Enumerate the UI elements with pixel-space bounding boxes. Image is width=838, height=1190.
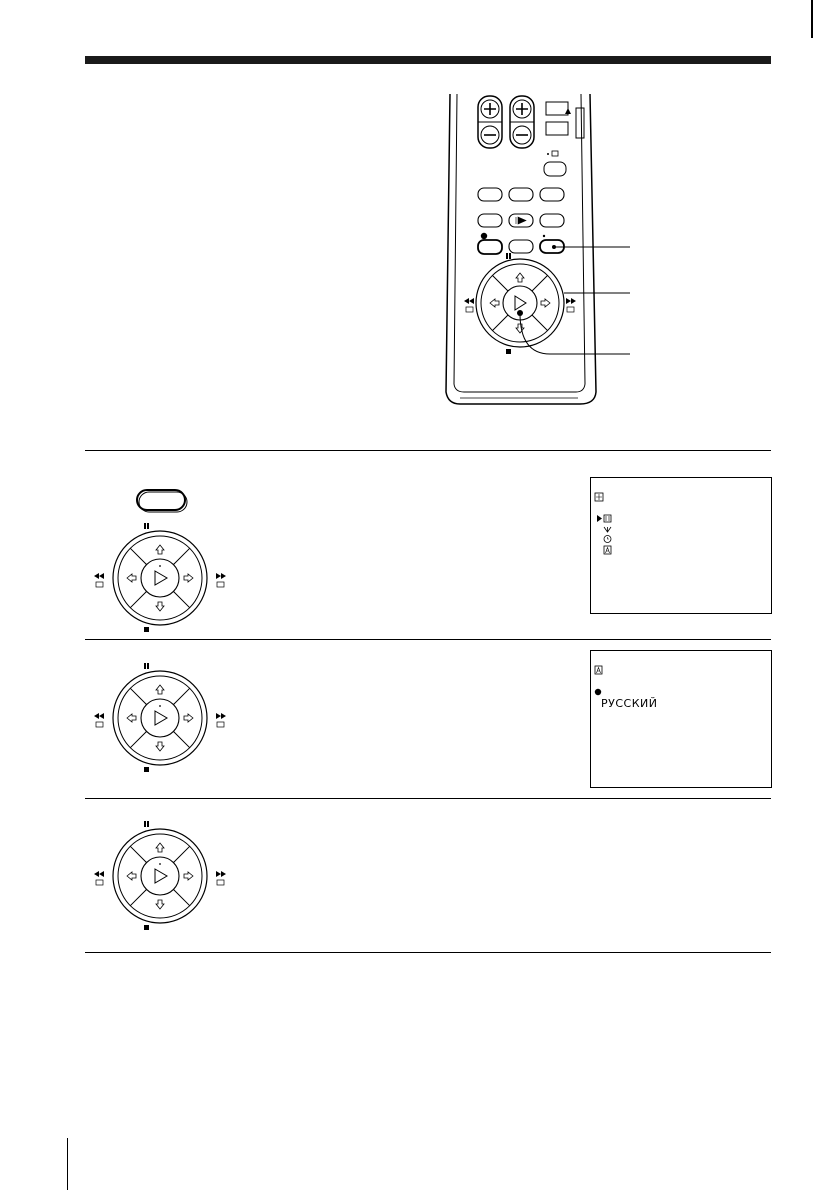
remote-control-illustration: [440, 92, 640, 412]
language-icon: [604, 546, 611, 554]
osd-menu-screen: [590, 477, 772, 614]
triangle-pointer-icon: [597, 515, 602, 522]
section-divider: [85, 952, 771, 953]
language-option: РУССКИЙ: [601, 697, 658, 710]
filled-dot-icon: [595, 689, 601, 695]
menu-button[interactable]: [135, 488, 189, 514]
volume-rocker-icon: [478, 96, 502, 148]
tuner-icon: [604, 515, 611, 522]
dpad-step1[interactable]: [92, 520, 228, 636]
header-bar: [85, 56, 771, 64]
menu-icons: [591, 478, 771, 613]
dpad-step3[interactable]: [92, 818, 228, 934]
channel-rocker-icon: [510, 96, 534, 148]
menu-header-icon: [595, 493, 603, 501]
dpad-icon: [94, 663, 226, 772]
dpad-icon: [94, 523, 226, 632]
corner-rule: [811, 0, 813, 38]
dpad-icon: [94, 821, 226, 930]
dpad-step2[interactable]: [92, 660, 228, 776]
section-divider: [85, 639, 771, 640]
osd-language-screen: [590, 650, 772, 788]
clock-icon: [604, 536, 611, 543]
language-icon: [595, 666, 602, 674]
remote-dpad-icon: [464, 253, 576, 354]
antenna-icon: [604, 527, 611, 532]
section-divider: [85, 798, 771, 799]
section-divider: [85, 450, 771, 451]
margin-rule: [67, 1138, 68, 1190]
